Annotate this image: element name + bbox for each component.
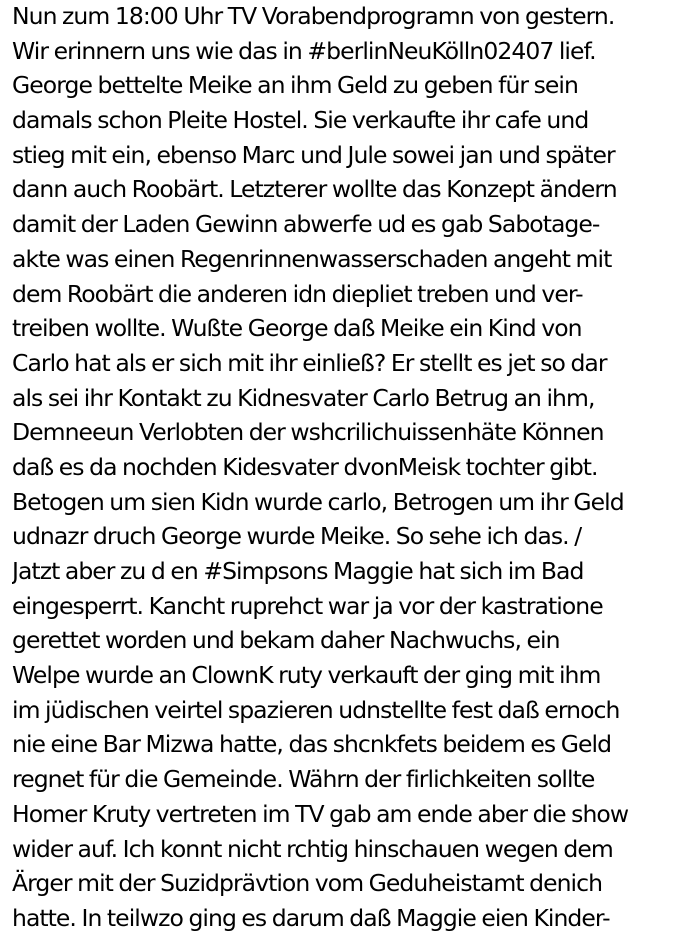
text-line-8: akte was einen Regenrinnenwasserschaden angeht mit [12, 244, 612, 273]
text-line-19: gerettet worden und bekam daher Nachwuchs, ein [12, 626, 560, 655]
text-line-2: Wir erinnern uns wie das in #berlinNeuKölln02407 lief. [12, 36, 596, 65]
text-line-26: Ärger mit der Suzidprävtion vom Geduheistamt denich [12, 869, 603, 898]
text-line-20: Welpe wurde an ClownK ruty verkauft der ging mit ihm [12, 661, 601, 690]
text-line-24: Homer Kruty vertreten im TV gab am ende aber die show [12, 799, 629, 828]
text-line-3: George bettelte Meike an ihm Geld zu geben für sein [12, 71, 578, 100]
text-line-18: eingesperrt. Kancht ruprehct war ja vor der kastratione [12, 591, 603, 620]
text-line-25: wider auf. Ich konnt nicht rchtig hinschauen wegen dem [12, 834, 613, 863]
text-line-5: stieg mit ein, ebenso Marc und Jule sowei jan und später [12, 140, 615, 169]
text-line-16: udnazr druch George wurde Meike. So sehe ich das. / [12, 522, 582, 551]
text-line-4: damals schon Pleite Hostel. Sie verkaufte ihr cafe und [12, 106, 589, 135]
text-line-27: hatte. In teilwzo ging es darum daß Maggie eien Kinder- [12, 903, 610, 932]
text-line-7: damit der Laden Gewinn abwerfe ud es gab Sabotage- [12, 210, 600, 239]
text-line-9: dem Roobärt die anderen idn diepliet treben und ver- [12, 279, 583, 308]
text-line-12: als sei ihr Kontakt zu Kidnesvater Carlo Betrug an ihm, [12, 383, 595, 412]
text-line-1: Nun zum 18:00 Uhr TV Vorabendprogramn von gestern. [12, 2, 615, 30]
text-line-23: regnet für die Gemeinde. Währn der firlichkeiten sollte [12, 765, 595, 794]
text-line-15: Betogen um sien Kidn wurde carlo, Betrogen um ihr Geld [12, 487, 624, 516]
document-page [12, 0, 684, 940]
text-line-6: dann auch Roobärt. Letzterer wollte das Konzept ändern [12, 175, 617, 204]
text-line-14: daß es da nochden Kidesvater dvonMeisk tochter gibt. [12, 452, 598, 481]
text-line-21: im jüdischen veirtel spazieren udnstellte fest daß ernoch [12, 695, 620, 724]
text-line-17: Jatzt aber zu d en #Simpsons Maggie hat sich im Bad [12, 557, 584, 585]
text-line-11: Carlo hat als er sich mit ihr einließ? Er stellt es jet so dar [12, 348, 607, 377]
text-line-13: Demneeun Verlobten der wshcrilichuissenhäte Können [12, 418, 604, 447]
text-line-10: treiben wollte. Wußte George daß Meike ein Kind von [12, 314, 582, 343]
text-line-22: nie eine Bar Mizwa hatte, das shcnkfets beidem es Geld [12, 730, 612, 759]
